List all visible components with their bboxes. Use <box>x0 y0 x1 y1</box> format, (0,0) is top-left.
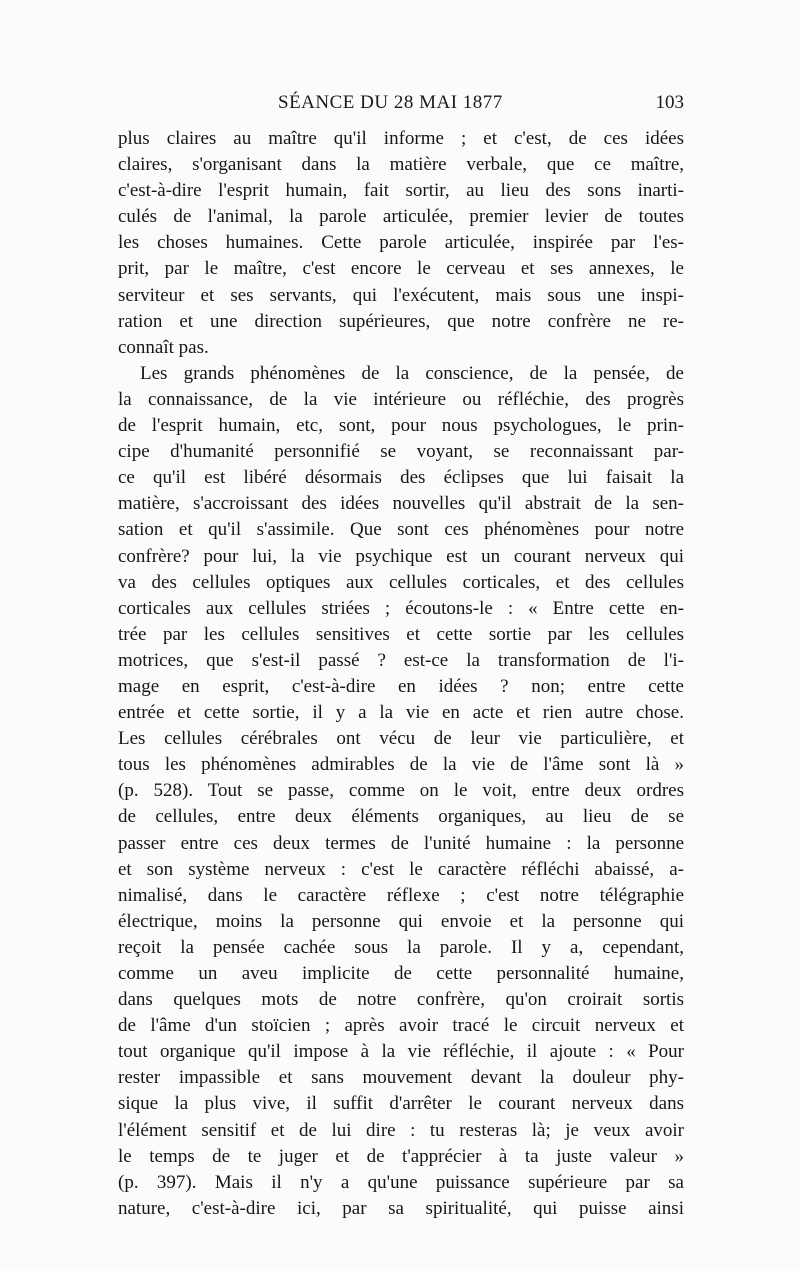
text-line: (p. 528). Tout se passe, comme on le voit, entre deux ordres <box>118 780 684 802</box>
text-line: corticales aux cellules striées ; écoutons-le : « Entre cette en- <box>118 597 684 619</box>
text-line: de l'esprit humain, etc, sont, pour nous psychologues, le prin- <box>118 415 684 437</box>
text-line: les choses humaines. Cette parole articulée, inspirée par l'es- <box>118 232 684 254</box>
text-line: va des cellules optiques aux cellules corticales, et des cellules <box>118 571 684 593</box>
text-line: tous les phénomènes admirables de la vie de l'âme sont là » <box>118 754 684 776</box>
text-line: Les cellules cérébrales ont vécu de leur vie particulière, et <box>118 728 684 750</box>
text-line: nature, c'est-à-dire ici, par sa spiritualité, qui puisse ainsi <box>118 1197 684 1219</box>
text-line: confrère? pour lui, la vie psychique est un courant nerveux qui <box>118 545 684 567</box>
body-text <box>118 126 684 1222</box>
text-line: c'est-à-dire l'esprit humain, fait sortir, au lieu des sons inarti- <box>118 180 684 202</box>
text-line: sique la plus vive, il suffit d'arrêter le courant nerveux dans <box>118 1093 684 1115</box>
text-line: de l'âme d'un stoïcien ; après avoir tracé le circuit nerveux et <box>118 1015 684 1037</box>
text-line: passer entre ces deux termes de l'unité humaine : la personne <box>118 832 684 854</box>
running-head <box>118 92 684 122</box>
text-line: reçoit la pensée cachée sous la parole. Il y a, cependant, <box>118 936 684 958</box>
text-line: tout organique qu'il impose à la vie réfléchie, il ajoute : « Pour <box>118 1041 684 1063</box>
text-line: dans quelques mots de notre confrère, qu'on croirait sortis <box>118 989 684 1011</box>
text-line: (p. 397). Mais il n'y a qu'une puissance supérieure par sa <box>118 1171 684 1193</box>
text-line: matière, s'accroissant des idées nouvelles qu'il abstrait de la sen- <box>118 493 684 515</box>
text-line: claires, s'organisant dans la matière verbale, que ce maître, <box>118 154 684 176</box>
text-line: nimalisé, dans le caractère réflexe ; c'est notre télégraphie <box>118 884 684 906</box>
text-line: cipe d'humanité personnifié se voyant, se reconnaissant par- <box>118 441 684 463</box>
text-line: électrique, moins la personne qui envoie et la personne qui <box>118 910 684 932</box>
text-line: ration et une direction supérieures, que notre confrère ne re- <box>118 310 684 332</box>
text-line: entrée et cette sortie, il y a la vie en acte et rien autre chose. <box>118 702 684 724</box>
text-line: l'élément sensitif et de lui dire : tu resteras là; je veux avoir <box>118 1119 684 1141</box>
text-line: serviteur et ses servants, qui l'exécutent, mais sous une inspi- <box>118 284 684 306</box>
text-line: mage en esprit, c'est-à-dire en idées ? non; entre cette <box>118 675 684 697</box>
text-line: le temps de te juger et de t'apprécier à ta juste valeur » <box>118 1145 684 1167</box>
text-line: rester impassible et sans mouvement devant la douleur phy- <box>118 1067 684 1089</box>
text-line: prit, par le maître, c'est encore le cerveau et ses annexes, le <box>118 258 684 280</box>
text-line: ce qu'il est libéré désormais des éclipses que lui faisait la <box>118 467 684 489</box>
text-line: et son système nerveux : c'est le caractère réfléchi abaissé, a- <box>118 858 684 880</box>
text-line: motrices, que s'est-il passé ? est-ce la transformation de l'i- <box>118 649 684 671</box>
text-line: sation et qu'il s'assimile. Que sont ces phénomènes pour notre <box>118 519 684 541</box>
page-number: 103 <box>655 92 684 113</box>
text-line: de cellules, entre deux éléments organiques, au lieu de se <box>118 806 684 828</box>
text-line: connaît pas. <box>118 336 209 358</box>
text-line: la connaissance, de la vie intérieure ou réfléchie, des progrès <box>118 388 684 410</box>
text-line: culés de l'animal, la parole articulée, premier levier de toutes <box>118 206 684 228</box>
text-line: trée par les cellules sensitives et cette sortie par les cellules <box>118 623 684 645</box>
text-line: plus claires au maître qu'il informe ; et c'est, de ces idées <box>118 128 684 149</box>
text-line: Les grands phénomènes de la conscience, de la pensée, de <box>140 362 684 384</box>
running-title: SÉANCE DU 28 MAI 1877 <box>278 92 503 113</box>
text-line: comme un aveu implicite de cette personnalité humaine, <box>118 963 684 984</box>
